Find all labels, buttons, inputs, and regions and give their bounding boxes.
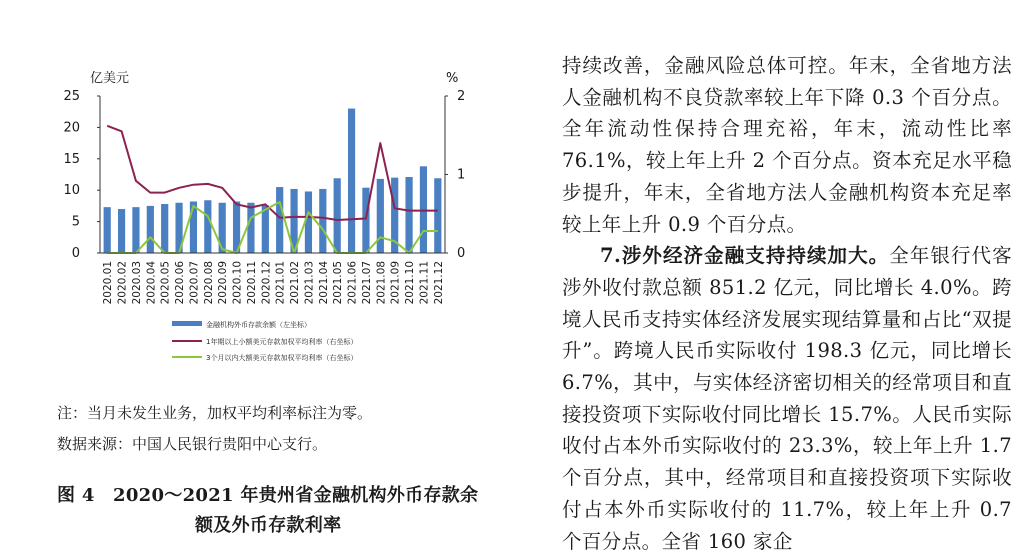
- x-tick-label: 2021.10: [404, 261, 417, 305]
- bar: [204, 200, 211, 253]
- bar: [276, 187, 283, 253]
- legend-label: 3个月以内大额美元存款加权平均利率（右坐标）: [206, 354, 358, 362]
- x-tick-label: 2020.11: [245, 261, 258, 305]
- bar: [319, 189, 326, 253]
- legend-swatch-bar: [172, 321, 202, 326]
- x-tick-label: 2020.02: [116, 261, 129, 305]
- x-tick-label: 2020.01: [102, 261, 115, 305]
- x-tick-label: 2020.09: [217, 261, 230, 305]
- paragraph-risk: 持续改善，金融风险总体可控。年末，全省地方法人金融机构不良贷款率较上年下降 0.3 个百分点。全年流动性保持合理充裕，年末，流动性比率 76.1%，较上年上升 2 个百分点。资本充足水平稳步提升，年末，全省地方法人金融机构资本充足率较上年上升 0.9 个百分点。: [562, 54, 1012, 236]
- figure-caption-line-2: 额及外币存款利率: [195, 515, 342, 536]
- right-tick-label: 0: [457, 246, 466, 261]
- x-tick-label: 2021.01: [274, 261, 287, 305]
- left-tick-label: 20: [63, 120, 80, 136]
- legend-label: 金融机构外币存款余额（左坐标）: [206, 321, 311, 329]
- x-tick-label: 2020.07: [188, 261, 201, 305]
- bar: [377, 179, 384, 253]
- data-source: 数据来源：中国人民银行贵阳中心支行。: [57, 435, 328, 453]
- x-tick-label: 2021.04: [317, 261, 330, 305]
- bar: [161, 204, 168, 253]
- bar: [132, 207, 139, 253]
- bar: [247, 203, 254, 253]
- paragraph-foreign-finance: [562, 240, 1012, 557]
- x-tick-label: 2020.10: [231, 261, 244, 305]
- bar: [348, 109, 355, 253]
- left-tick-label: 5: [71, 214, 80, 230]
- bar: [104, 207, 111, 253]
- bar: [262, 205, 269, 253]
- right-axis-unit: %: [446, 71, 459, 86]
- x-tick-label: 2021.05: [332, 261, 345, 305]
- chart: [0, 0, 545, 400]
- bar: [118, 209, 125, 253]
- bar: [334, 178, 341, 253]
- x-tick-label: 2020.06: [174, 261, 187, 305]
- left-tick-label: 10: [63, 183, 80, 199]
- figure-caption-line-1: 图 4 2020～2021 年贵州省金融机构外币存款余: [57, 485, 479, 506]
- right-tick-label: 2: [457, 89, 466, 104]
- paragraph-foreign-finance-text: 全年银行代客涉外收付款总额 851.2 亿元，同比增长 4.0%。跨境人民币支持实体经济发展实现结算量和占比“双提升”。跨境人民币实际收付 198.3 亿元，同比增长 6.7%，其中，与实体经济密切相关的经常项目和直接投资项下实际收付同比增长 15.7%。人民币实际收付占本外币实际收付的 23.3%，较上年上升 1.7 个百分点，其中，经常项目和直接投资项下实际收付占本外币实际收付的 11.7%，较上年上升 0.7 个百分点。全省 160 家企: [562, 244, 1013, 553]
- x-tick-label: 2020.12: [260, 261, 273, 305]
- bar: [405, 177, 412, 253]
- x-tick-label: 2021.07: [360, 261, 373, 305]
- x-tick-label: 2021.09: [389, 261, 402, 305]
- x-tick-label: 2021.11: [418, 261, 431, 305]
- chart-note: 注：当月未发生业务，加权平均利率标注为零。: [57, 404, 373, 422]
- bar: [362, 188, 369, 253]
- x-tick-label: 2020.05: [159, 261, 172, 305]
- x-tick-label: 2021.02: [289, 261, 302, 305]
- x-tick-label: 2021.03: [303, 261, 316, 305]
- bar: [147, 206, 154, 253]
- left-axis-unit: 亿美元: [90, 71, 130, 86]
- body-text: [562, 50, 1012, 557]
- right-tick-label: 1: [457, 167, 466, 183]
- x-tick-label: 2020.08: [202, 261, 215, 305]
- left-tick-label: 0: [71, 246, 80, 261]
- section-heading: 7.涉外经济金融支持持续加大。: [600, 244, 890, 268]
- x-tick-label: 2020.03: [130, 261, 143, 305]
- x-tick-label: 2021.12: [432, 261, 445, 305]
- left-tick-label: 25: [63, 89, 80, 104]
- legend-label: 1年期以上小额美元存款加权平均利率（右坐标）: [206, 338, 358, 346]
- left-tick-label: 15: [63, 151, 80, 167]
- x-tick-label: 2021.08: [375, 261, 388, 305]
- bar: [190, 202, 197, 253]
- x-tick-label: 2020.04: [145, 261, 158, 305]
- bar: [434, 178, 441, 253]
- x-tick-label: 2021.06: [346, 261, 359, 305]
